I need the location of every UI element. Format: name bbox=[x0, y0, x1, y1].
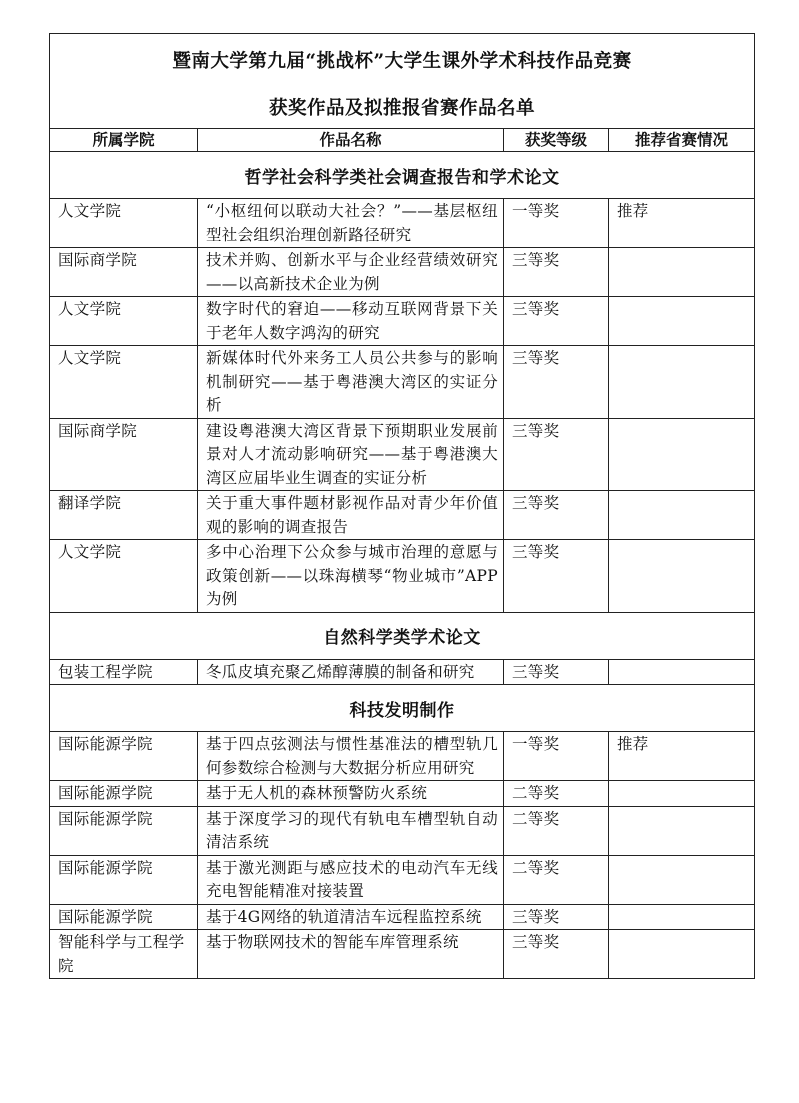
table-row bbox=[50, 199, 755, 248]
work-title-cell: 基于激光测距与感应技术的电动汽车无线充电智能精准对接装置 bbox=[198, 855, 504, 904]
award-level-cell: 三等奖 bbox=[504, 491, 609, 540]
header-row bbox=[50, 129, 755, 152]
college-cell: 国际能源学院 bbox=[50, 732, 198, 781]
work-title-cell: 建设粤港澳大湾区背景下预期职业发展前景对人才流动影响研究——基于粤港澳大湾区应届毕业生调查的实证分析 bbox=[198, 418, 504, 491]
section-row bbox=[50, 152, 755, 199]
college-cell: 人文学院 bbox=[50, 346, 198, 419]
college-cell: 人文学院 bbox=[50, 199, 198, 248]
college-cell: 国际商学院 bbox=[50, 418, 198, 491]
table-row bbox=[50, 297, 755, 346]
recommend-cell bbox=[609, 855, 755, 904]
work-title-cell: 基于物联网技术的智能车库管理系统 bbox=[198, 930, 504, 979]
header-work: 作品名称 bbox=[198, 129, 504, 152]
college-cell: 国际能源学院 bbox=[50, 904, 198, 930]
award-level-cell: 二等奖 bbox=[504, 855, 609, 904]
award-level-cell: 三等奖 bbox=[504, 297, 609, 346]
work-title-cell: 技术并购、创新水平与企业经营绩效研究——以高新技术企业为例 bbox=[198, 248, 504, 297]
college-cell: 国际能源学院 bbox=[50, 781, 198, 807]
header-recommend: 推荐省赛情况 bbox=[609, 129, 755, 152]
recommend-cell bbox=[609, 418, 755, 491]
recommend-cell bbox=[609, 781, 755, 807]
table-row bbox=[50, 248, 755, 297]
table-row bbox=[50, 540, 755, 613]
award-level-cell: 三等奖 bbox=[504, 904, 609, 930]
college-cell: 人文学院 bbox=[50, 297, 198, 346]
table-row bbox=[50, 491, 755, 540]
award-level-cell: 三等奖 bbox=[504, 659, 609, 685]
award-level-cell: 二等奖 bbox=[504, 806, 609, 855]
recommend-cell bbox=[609, 491, 755, 540]
recommend-cell bbox=[609, 806, 755, 855]
header-award: 获奖等级 bbox=[504, 129, 609, 152]
table-row bbox=[50, 732, 755, 781]
award-level-cell: 三等奖 bbox=[504, 346, 609, 419]
college-cell: 人文学院 bbox=[50, 540, 198, 613]
recommend-cell bbox=[609, 904, 755, 930]
work-title-cell: 多中心治理下公众参与城市治理的意愿与政策创新——以珠海横琴“物业城市”APP为例 bbox=[198, 540, 504, 613]
college-cell: 国际能源学院 bbox=[50, 855, 198, 904]
table-row bbox=[50, 855, 755, 904]
college-cell: 包装工程学院 bbox=[50, 659, 198, 685]
title-line-1: 暨南大学第九届“挑战杯”大学生课外学术科技作品竞赛 bbox=[172, 51, 632, 72]
header-college: 所属学院 bbox=[50, 129, 198, 152]
award-level-cell: 三等奖 bbox=[504, 540, 609, 613]
recommend-cell bbox=[609, 659, 755, 685]
college-cell: 翻译学院 bbox=[50, 491, 198, 540]
work-title-cell: 冬瓜皮填充聚乙烯醇薄膜的制备和研究 bbox=[198, 659, 504, 685]
section-heading: 科技发明制作 bbox=[50, 685, 755, 732]
work-title-cell: 基于深度学习的现代有轨电车槽型轨自动清洁系统 bbox=[198, 806, 504, 855]
work-title-cell: 基于四点弦测法与惯性基准法的槽型轨几何参数综合检测与大数据分析应用研究 bbox=[198, 732, 504, 781]
work-title-cell: 新媒体时代外来务工人员公共参与的影响机制研究——基于粤港澳大湾区的实证分析 bbox=[198, 346, 504, 419]
section-row bbox=[50, 612, 755, 659]
work-title-cell: 基于无人机的森林预警防火系统 bbox=[198, 781, 504, 807]
recommend-cell bbox=[609, 248, 755, 297]
table-row bbox=[50, 930, 755, 979]
award-level-cell: 一等奖 bbox=[504, 199, 609, 248]
college-cell: 国际能源学院 bbox=[50, 806, 198, 855]
table-row bbox=[50, 904, 755, 930]
recommend-cell bbox=[609, 540, 755, 613]
award-level-cell: 一等奖 bbox=[504, 732, 609, 781]
recommend-cell: 推荐 bbox=[609, 732, 755, 781]
college-cell: 智能科学与工程学院 bbox=[50, 930, 198, 979]
table-row bbox=[50, 806, 755, 855]
table-row bbox=[50, 346, 755, 419]
award-level-cell: 三等奖 bbox=[504, 248, 609, 297]
recommend-cell bbox=[609, 346, 755, 419]
section-row bbox=[50, 685, 755, 732]
recommend-cell bbox=[609, 297, 755, 346]
recommend-cell bbox=[609, 930, 755, 979]
section-heading: 自然科学类学术论文 bbox=[50, 612, 755, 659]
work-title-cell: “小枢纽何以联动大社会？”——基层枢纽型社会组织治理创新路径研究 bbox=[198, 199, 504, 248]
college-cell: 国际商学院 bbox=[50, 248, 198, 297]
table-row bbox=[50, 418, 755, 491]
award-level-cell: 三等奖 bbox=[504, 930, 609, 979]
awards-table bbox=[49, 33, 755, 979]
table-row bbox=[50, 659, 755, 685]
work-title-cell: 基于4G网络的轨道清洁车远程监控系统 bbox=[198, 904, 504, 930]
section-heading: 哲学社会科学类社会调查报告和学术论文 bbox=[50, 152, 755, 199]
award-level-cell: 二等奖 bbox=[504, 781, 609, 807]
recommend-cell: 推荐 bbox=[609, 199, 755, 248]
document-title bbox=[50, 34, 755, 129]
title-line-2: 获奖作品及拟推报省赛作品名单 bbox=[269, 98, 536, 119]
work-title-cell: 数字时代的窘迫——移动互联网背景下关于老年人数字鸿沟的研究 bbox=[198, 297, 504, 346]
table-row bbox=[50, 781, 755, 807]
award-level-cell: 三等奖 bbox=[504, 418, 609, 491]
title-row bbox=[50, 34, 755, 129]
work-title-cell: 关于重大事件题材影视作品对青少年价值观的影响的调查报告 bbox=[198, 491, 504, 540]
